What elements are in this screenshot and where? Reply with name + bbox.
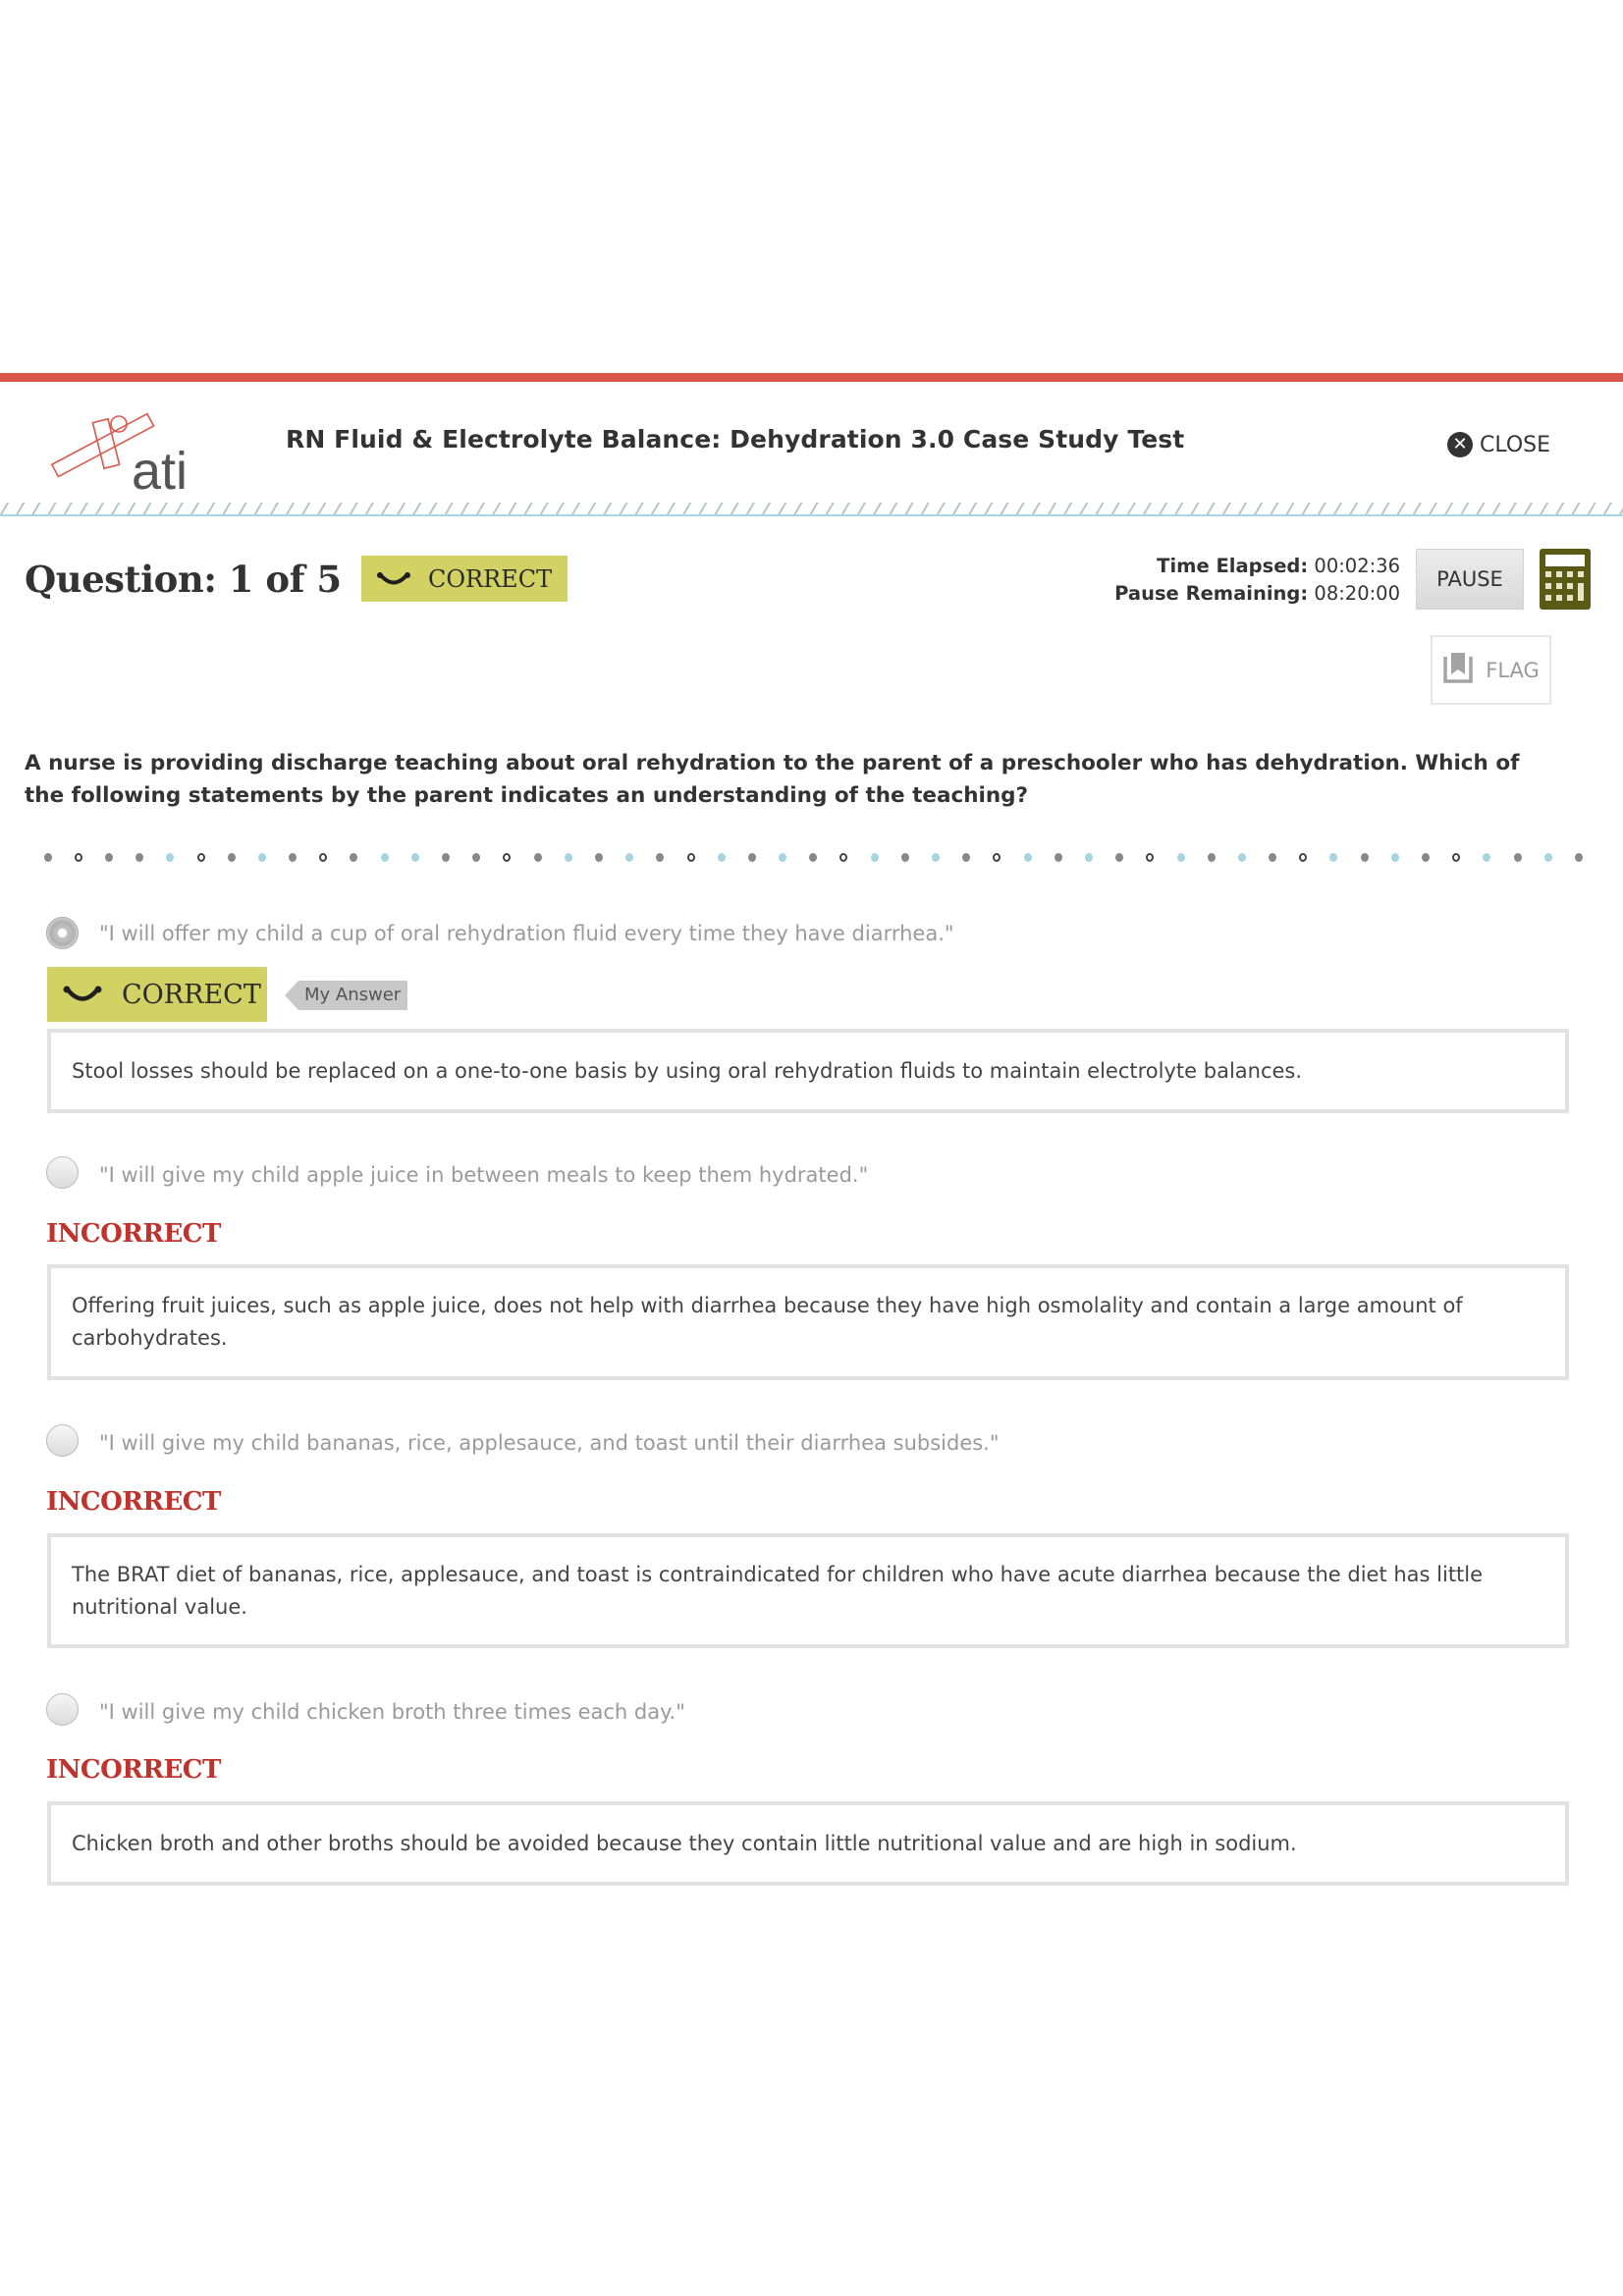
option-1-text[interactable]: "I will offer my child a cup of oral rehydration fluid every time they have diarrhea." [99,922,954,945]
separator-dot [1105,850,1135,864]
separator-dot [1319,850,1349,864]
separator-dot [1258,850,1288,864]
time-elapsed: Time Elapsed: 00:02:36 [1157,555,1400,577]
timers [1080,553,1400,608]
option-1-correct-badge [47,967,267,1022]
separator-dot [1165,850,1196,864]
separator-dot [890,850,920,864]
separator-dot [125,850,155,864]
separator-dot [216,850,246,864]
option-3-rationale: The BRAT diet of bananas, rice, applesauce, and toast is contraindicated for children who have acute diarrhea because the diet has little nutritional value. [47,1533,1569,1648]
separator-dot [920,850,950,864]
status-label: CORRECT [428,564,553,593]
close-icon: ✕ [1447,432,1473,457]
option-4-incorrect-label: INCORRECT [46,1755,221,1785]
separator-dot [430,850,460,864]
separator-dot [1135,850,1165,864]
ati-logo [51,402,208,496]
close-button[interactable] [1447,432,1550,457]
correct-label: CORRECT [122,979,261,1010]
option-4-text[interactable]: "I will give my child chicken broth three times each day." [99,1700,685,1724]
top-accent-bar [0,373,1623,382]
question-counter: Question: 1 of 5 [25,558,342,601]
separator-dot [278,850,308,864]
flag-label: FLAG [1486,658,1540,682]
question-text: A nurse is providing discharge teaching about oral rehydration to the parent of a preschooler who has dehydration. Which of the following statements by the parent indicates an understanding of the teaching? [25,751,1520,808]
option-3-incorrect-label: INCORRECT [46,1487,221,1517]
option-4-radio[interactable] [46,1693,79,1726]
separator-dot [93,850,124,864]
bookmark-icon [1442,651,1474,689]
smile-icon [63,986,102,1003]
separator-dot [1472,850,1502,864]
separator-dot [645,850,676,864]
option-2-rationale: Offering fruit juices, such as apple juice, does not help with diarrhea because they have high osmolality and contain a large amount of carbohydrates. [47,1264,1569,1380]
header-divider [0,503,1623,516]
option-1-radio[interactable] [46,917,79,949]
option-2-text[interactable]: "I will give my child apple juice in between meals to keep them hydrated." [99,1163,869,1187]
pause-remaining: Pause Remaining: 08:20:00 [1114,582,1400,605]
svg-text:ati: ati [132,442,189,496]
separator-dot [155,850,186,864]
my-answer-tag: My Answer [285,981,407,1010]
close-label: CLOSE [1480,432,1551,457]
separator-dot [461,850,492,864]
separator-dot [492,850,522,864]
separator-dot [615,850,645,864]
test-title: RN Fluid & Electrolyte Balance: Dehydration 3.0 Case Study Test [286,425,1185,454]
separator-dot [1012,850,1043,864]
separator-dot [186,850,216,864]
separator-dot [522,850,553,864]
separator-dot [1441,850,1472,864]
question-status-badge [361,556,568,602]
separator-dot [246,850,277,864]
separator-dot [1043,850,1073,864]
separator-dot [859,850,890,864]
smile-icon [377,571,410,587]
separator-dot [1288,850,1319,864]
pause-button[interactable]: PAUSE [1416,549,1524,610]
separator-dot [1349,850,1380,864]
ati-logo-icon [51,402,208,496]
separator-dot [1533,850,1563,864]
separator-dot [1226,850,1257,864]
separator-dot [951,850,982,864]
separator-dot [798,850,829,864]
separator-dot [583,850,614,864]
option-2-incorrect-label: INCORRECT [46,1219,221,1249]
separator-dot [1196,850,1226,864]
separator-dot [829,850,859,864]
arrow-left-icon [285,981,298,1010]
separator-dot [400,850,430,864]
calculator-button[interactable] [1540,549,1591,610]
separator-dot [676,850,706,864]
separator-dot [369,850,400,864]
option-3-text[interactable]: "I will give my child bananas, rice, applesauce, and toast until their diarrhea subsides." [99,1431,1000,1455]
separator-dot [736,850,767,864]
option-2-radio[interactable] [46,1156,79,1189]
separator-dot [1502,850,1533,864]
separator-dot [768,850,798,864]
separator-dot [1380,850,1410,864]
separator-dot [706,850,736,864]
calculator-icon [1545,555,1585,603]
separator-dot [1073,850,1104,864]
separator-dot [1410,850,1440,864]
separator-dot [982,850,1012,864]
separator-dot [553,850,583,864]
separator-dot [308,850,339,864]
flag-button[interactable] [1431,635,1551,705]
option-3-radio[interactable] [46,1424,79,1457]
separator-dots [32,850,1603,864]
separator-dot [1563,850,1594,864]
separator-dot [63,850,93,864]
option-1-rationale: Stool losses should be replaced on a one-to-one basis by using oral rehydration fluids to maintain electrolyte balances. [47,1029,1569,1113]
separator-dot [32,850,63,864]
option-4-rationale: Chicken broth and other broths should be avoided because they contain little nutritional value and are high in sodium. [47,1801,1569,1886]
separator-dot [339,850,369,864]
